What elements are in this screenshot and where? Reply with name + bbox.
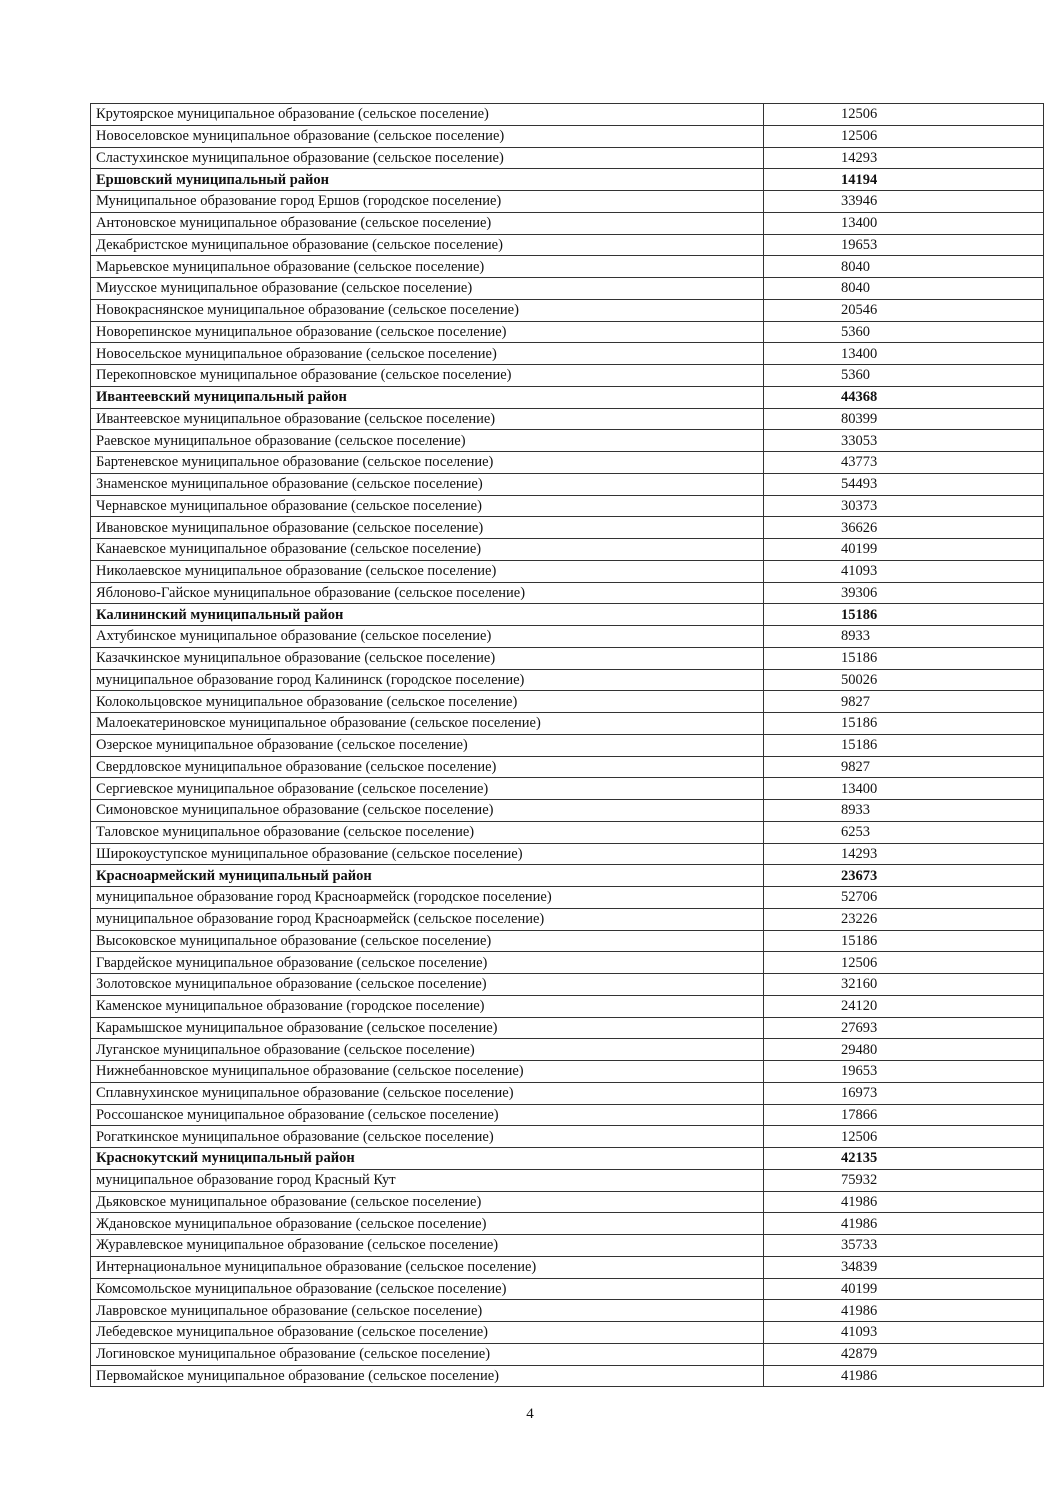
table-row [91,1256,1044,1278]
municipality-name-cell: Интернациональное муниципальное образование (сельское поселение) [91,1256,764,1278]
municipality-name-cell: Новорепинское муниципальное образование (сельское поселение) [91,321,764,343]
value-cell: 24120 [764,995,1044,1017]
table-row [91,669,1044,691]
municipal-values-table [90,103,1044,1387]
municipality-name-cell: Малоекатериновское муниципальное образование (сельское поселение) [91,713,764,735]
value-cell: 13400 [764,212,1044,234]
municipality-name-cell: Новокраснянское муниципальное образование (сельское поселение) [91,299,764,321]
value-cell: 12506 [764,1126,1044,1148]
municipality-name-cell: Миусское муниципальное образование (сельское поселение) [91,278,764,300]
table-row [91,1343,1044,1365]
value-cell: 15186 [764,713,1044,735]
table-row [91,278,1044,300]
table-row [91,756,1044,778]
value-cell: 40199 [764,1278,1044,1300]
district-value-cell: 14194 [764,169,1044,191]
table-row [91,212,1044,234]
value-cell: 80399 [764,408,1044,430]
table-row [91,1322,1044,1344]
table-row [91,930,1044,952]
value-cell: 36626 [764,517,1044,539]
municipality-name-cell: Озерское муниципальное образование (сельское поселение) [91,734,764,756]
district-name-cell: Ивантеевский муниципальный район [91,386,764,408]
table-row [91,1169,1044,1191]
table-row [91,1126,1044,1148]
table-row [91,495,1044,517]
value-cell: 15186 [764,930,1044,952]
value-cell: 34839 [764,1256,1044,1278]
municipality-name-cell: Знаменское муниципальное образование (сельское поселение) [91,473,764,495]
municipality-name-cell: Комсомольское муниципальное образование (сельское поселение) [91,1278,764,1300]
municipality-name-cell: Перекопновское муниципальное образование (сельское поселение) [91,365,764,387]
municipality-name-cell: Сплавнухинское муниципальное образование (сельское поселение) [91,1082,764,1104]
value-cell: 17866 [764,1104,1044,1126]
value-cell: 32160 [764,974,1044,996]
table-row [91,104,1044,126]
value-cell: 52706 [764,887,1044,909]
table-row [91,778,1044,800]
table-row [91,1278,1044,1300]
value-cell: 27693 [764,1017,1044,1039]
value-cell: 16973 [764,1082,1044,1104]
district-name-cell: Краснокутский муниципальный район [91,1148,764,1170]
value-cell: 14293 [764,843,1044,865]
table-row [91,343,1044,365]
value-cell: 50026 [764,669,1044,691]
municipality-name-cell: Лебедевское муниципальное образование (сельское поселение) [91,1322,764,1344]
district-name-cell: Красноармейский муниципальный район [91,865,764,887]
municipality-name-cell: Раевское муниципальное образование (сельское поселение) [91,430,764,452]
municipality-name-cell: Бартеневское муниципальное образование (сельское поселение) [91,452,764,474]
table-row [91,147,1044,169]
municipality-name-cell: Декабристское муниципальное образование (сельское поселение) [91,234,764,256]
municipality-name-cell: Сластухинское муниципальное образование (сельское поселение) [91,147,764,169]
municipality-name-cell: Новоселовское муниципальное образование (сельское поселение) [91,125,764,147]
value-cell: 35733 [764,1235,1044,1257]
value-cell: 9827 [764,756,1044,778]
district-value-cell: 44368 [764,386,1044,408]
municipality-name-cell: Таловское муниципальное образование (сельское поселение) [91,821,764,843]
district-row [91,604,1044,626]
value-cell: 30373 [764,495,1044,517]
district-value-cell: 23673 [764,865,1044,887]
district-row [91,865,1044,887]
municipality-name-cell: Крутоярское муниципальное образование (сельское поселение) [91,104,764,126]
district-name-cell: Ершовский муниципальный район [91,169,764,191]
table-row [91,365,1044,387]
district-name-cell: Калининский муниципальный район [91,604,764,626]
table-row [91,734,1044,756]
table-row [91,1191,1044,1213]
table-row [91,647,1044,669]
municipality-name-cell: Ахтубинское муниципальное образование (сельское поселение) [91,626,764,648]
table-row [91,626,1044,648]
table-row [91,452,1044,474]
value-cell: 19653 [764,234,1044,256]
table-row [91,1017,1044,1039]
table-body [91,104,1044,1387]
value-cell: 20546 [764,299,1044,321]
value-cell: 5360 [764,321,1044,343]
municipality-name-cell: Луганское муниципальное образование (сельское поселение) [91,1039,764,1061]
value-cell: 39306 [764,582,1044,604]
municipality-name-cell: Рогаткинское муниципальное образование (сельское поселение) [91,1126,764,1148]
municipality-name-cell: Ивановское муниципальное образование (сельское поселение) [91,517,764,539]
table-row [91,299,1044,321]
table-row [91,408,1044,430]
municipality-name-cell: Колокольцовское муниципальное образование (сельское поселение) [91,691,764,713]
municipality-name-cell: Ивантеевское муниципальное образование (сельское поселение) [91,408,764,430]
municipality-name-cell: Марьевское муниципальное образование (сельское поселение) [91,256,764,278]
table-row [91,473,1044,495]
table-row [91,1061,1044,1083]
municipality-name-cell: Чернавское муниципальное образование (сельское поселение) [91,495,764,517]
table-row [91,191,1044,213]
table-row [91,1300,1044,1322]
value-cell: 33946 [764,191,1044,213]
district-row [91,169,1044,191]
value-cell: 8040 [764,256,1044,278]
municipality-name-cell: Гвардейское муниципальное образование (сельское поселение) [91,952,764,974]
district-value-cell: 15186 [764,604,1044,626]
table-row [91,321,1044,343]
municipality-name-cell: муниципальное образование город Калининск (городское поселение) [91,669,764,691]
municipality-name-cell: Высоковское муниципальное образование (сельское поселение) [91,930,764,952]
municipality-name-cell: Муниципальное образование город Ершов (городское поселение) [91,191,764,213]
table-row [91,691,1044,713]
municipality-name-cell: Лавровское муниципальное образование (сельское поселение) [91,1300,764,1322]
table-row [91,256,1044,278]
municipality-name-cell: Николаевское муниципальное образование (сельское поселение) [91,560,764,582]
table-row [91,539,1044,561]
value-cell: 19653 [764,1061,1044,1083]
municipality-name-cell: Журавлевское муниципальное образование (сельское поселение) [91,1235,764,1257]
table-row [91,887,1044,909]
table-row [91,1104,1044,1126]
municipality-name-cell: Симоновское муниципальное образование (сельское поселение) [91,800,764,822]
table-row [91,1365,1044,1387]
value-cell: 41093 [764,560,1044,582]
table-row [91,582,1044,604]
value-cell: 12506 [764,125,1044,147]
municipality-name-cell: Логиновское муниципальное образование (сельское поселение) [91,1343,764,1365]
municipality-name-cell: Казачкинское муниципальное образование (сельское поселение) [91,647,764,669]
value-cell: 12506 [764,104,1044,126]
value-cell: 14293 [764,147,1044,169]
table-row [91,1039,1044,1061]
value-cell: 9827 [764,691,1044,713]
table-row [91,974,1044,996]
value-cell: 12506 [764,952,1044,974]
table-row [91,995,1044,1017]
value-cell: 75932 [764,1169,1044,1191]
value-cell: 41986 [764,1300,1044,1322]
value-cell: 15186 [764,734,1044,756]
municipality-name-cell: Ждановское муниципальное образование (сельское поселение) [91,1213,764,1235]
value-cell: 5360 [764,365,1044,387]
page-number: 4 [526,1406,534,1422]
table-row [91,713,1044,735]
municipality-name-cell: Канаевское муниципальное образование (сельское поселение) [91,539,764,561]
value-cell: 41986 [764,1213,1044,1235]
value-cell: 23226 [764,908,1044,930]
table-row [91,952,1044,974]
value-cell: 42879 [764,1343,1044,1365]
table-row [91,517,1044,539]
value-cell: 6253 [764,821,1044,843]
municipality-name-cell: Дьяковское муниципальное образование (сельское поселение) [91,1191,764,1213]
value-cell: 8933 [764,800,1044,822]
value-cell: 41986 [764,1365,1044,1387]
municipality-name-cell: Антоновское муниципальное образование (сельское поселение) [91,212,764,234]
table-row [91,430,1044,452]
municipality-name-cell: Нижнебанновское муниципальное образование (сельское поселение) [91,1061,764,1083]
table-row [91,908,1044,930]
table-row [91,560,1044,582]
table-row [91,1082,1044,1104]
value-cell: 43773 [764,452,1044,474]
district-row [91,1148,1044,1170]
municipality-name-cell: Новосельское муниципальное образование (сельское поселение) [91,343,764,365]
district-value-cell: 42135 [764,1148,1044,1170]
municipality-name-cell: Карамышское муниципальное образование (сельское поселение) [91,1017,764,1039]
value-cell: 13400 [764,343,1044,365]
table-row [91,125,1044,147]
municipality-name-cell: Золотовское муниципальное образование (сельское поселение) [91,974,764,996]
table-row [91,1235,1044,1257]
value-cell: 15186 [764,647,1044,669]
value-cell: 54493 [764,473,1044,495]
municipality-name-cell: муниципальное образование город Красноармейск (сельское поселение) [91,908,764,930]
municipality-name-cell: Яблоново-Гайское муниципальное образование (сельское поселение) [91,582,764,604]
municipality-name-cell: Свердловское муниципальное образование (сельское поселение) [91,756,764,778]
municipality-name-cell: Сергиевское муниципальное образование (сельское поселение) [91,778,764,800]
table-row [91,234,1044,256]
value-cell: 41986 [764,1191,1044,1213]
table-row [91,800,1044,822]
value-cell: 8040 [764,278,1044,300]
municipality-name-cell: муниципальное образование город Красный Кут [91,1169,764,1191]
table-row [91,821,1044,843]
table-row [91,843,1044,865]
value-cell: 41093 [764,1322,1044,1344]
value-cell: 29480 [764,1039,1044,1061]
municipality-name-cell: муниципальное образование город Красноармейск (городское поселение) [91,887,764,909]
value-cell: 40199 [764,539,1044,561]
municipality-name-cell: Широкоуступское муниципальное образование (сельское поселение) [91,843,764,865]
value-cell: 8933 [764,626,1044,648]
value-cell: 33053 [764,430,1044,452]
district-row [91,386,1044,408]
municipality-name-cell: Каменское муниципальное образование (городское поселение) [91,995,764,1017]
municipality-name-cell: Россошанское муниципальное образование (сельское поселение) [91,1104,764,1126]
table-row [91,1213,1044,1235]
municipality-name-cell: Первомайское муниципальное образование (сельское поселение) [91,1365,764,1387]
value-cell: 13400 [764,778,1044,800]
